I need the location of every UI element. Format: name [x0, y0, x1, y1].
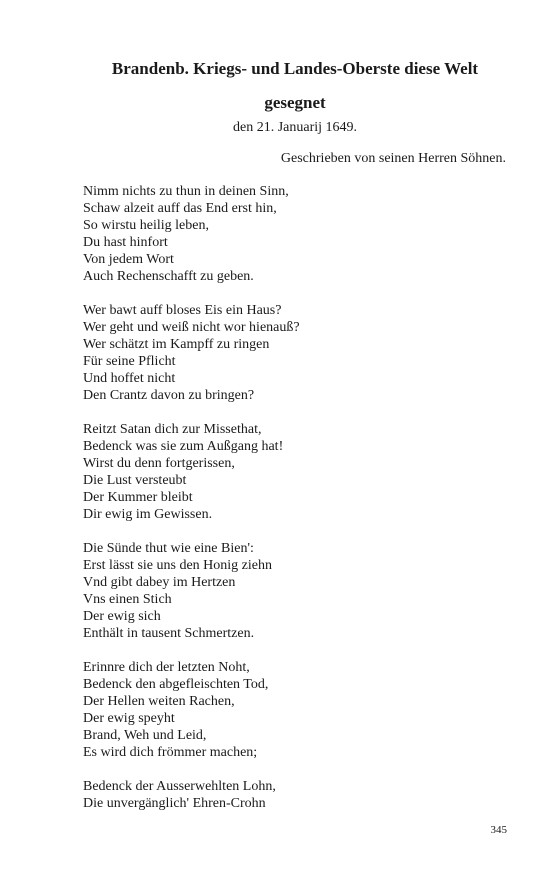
verse-line: Den Crantz davon zu bringen? — [83, 388, 255, 403]
verse-line: Die unvergänglich' Ehren-Crohn — [83, 796, 266, 811]
verse-line: Wer bawt auff bloses Eis ein Haus? — [83, 303, 282, 318]
verse-line: Die Lust versteubt — [83, 473, 187, 488]
verse-line: So wirstu heilig leben, — [83, 218, 209, 233]
title-line-2: gesegnet — [264, 93, 326, 112]
verse-line: Bedenck den abgefleischten Tod, — [83, 677, 269, 692]
verse-line: Bedenck der Ausserwehlten Lohn, — [83, 779, 276, 794]
poem-body — [83, 183, 513, 812]
stanza — [83, 421, 513, 523]
stanza — [83, 183, 513, 285]
verse-line: Reitzt Satan dich zur Missethat, — [83, 422, 262, 437]
verse-line: Auch Rechenschafft zu geben. — [83, 269, 254, 284]
verse-line: Brand, Weh und Leid, — [83, 728, 207, 743]
verse-line: Der Kummer bleibt — [83, 490, 193, 505]
stanza — [83, 778, 513, 812]
verse-line: Enthält in tausent Schmertzen. — [83, 626, 255, 641]
byline: Geschrieben von seinen Herren Söhnen. — [280, 151, 506, 166]
page-number: 345 — [490, 824, 507, 836]
verse-line: Du hast hinfort — [83, 235, 168, 250]
verse-line: Für seine Pflicht — [83, 354, 176, 369]
verse-line: Der ewig sich — [83, 609, 161, 624]
verse-line: Und hoffet nicht — [83, 371, 176, 386]
stanza — [83, 659, 513, 761]
verse-line: Es wird dich frömmer machen; — [83, 745, 258, 760]
verse-line: Schaw alzeit auff das End erst hin, — [83, 201, 277, 216]
verse-line: Dir ewig im Gewissen. — [83, 507, 213, 522]
verse-line: Wirst du denn fortgerissen, — [83, 456, 235, 471]
stanza — [83, 302, 513, 404]
verse-line: Vnd gibt dabey im Hertzen — [83, 575, 236, 590]
stanza — [83, 540, 513, 642]
title-line-1: Brandenb. Kriegs- und Landes-Oberste diese Welt — [111, 59, 479, 78]
verse-line: Nimm nichts zu thun in deinen Sinn, — [83, 184, 289, 199]
verse-line: Erst lässt sie uns den Honig ziehn — [83, 558, 272, 573]
verse-line: Wer schätzt im Kampff zu ringen — [83, 337, 270, 352]
verse-line: Die Sünde thut wie eine Bien': — [83, 541, 254, 556]
verse-line: Wer geht und weiß nicht wor hienauß? — [83, 320, 300, 335]
verse-line: Von jedem Wort — [83, 252, 174, 267]
verse-line: Der ewig speyht — [83, 711, 175, 726]
verse-line: Der Hellen weiten Rachen, — [83, 694, 235, 709]
verse-line: Erinnre dich der letzten Noht, — [83, 660, 250, 675]
verse-line: Bedenck was sie zum Außgang hat! — [83, 439, 284, 454]
date-line: den 21. Januarij 1649. — [232, 120, 358, 135]
verse-line: Vns einen Stich — [83, 592, 172, 607]
